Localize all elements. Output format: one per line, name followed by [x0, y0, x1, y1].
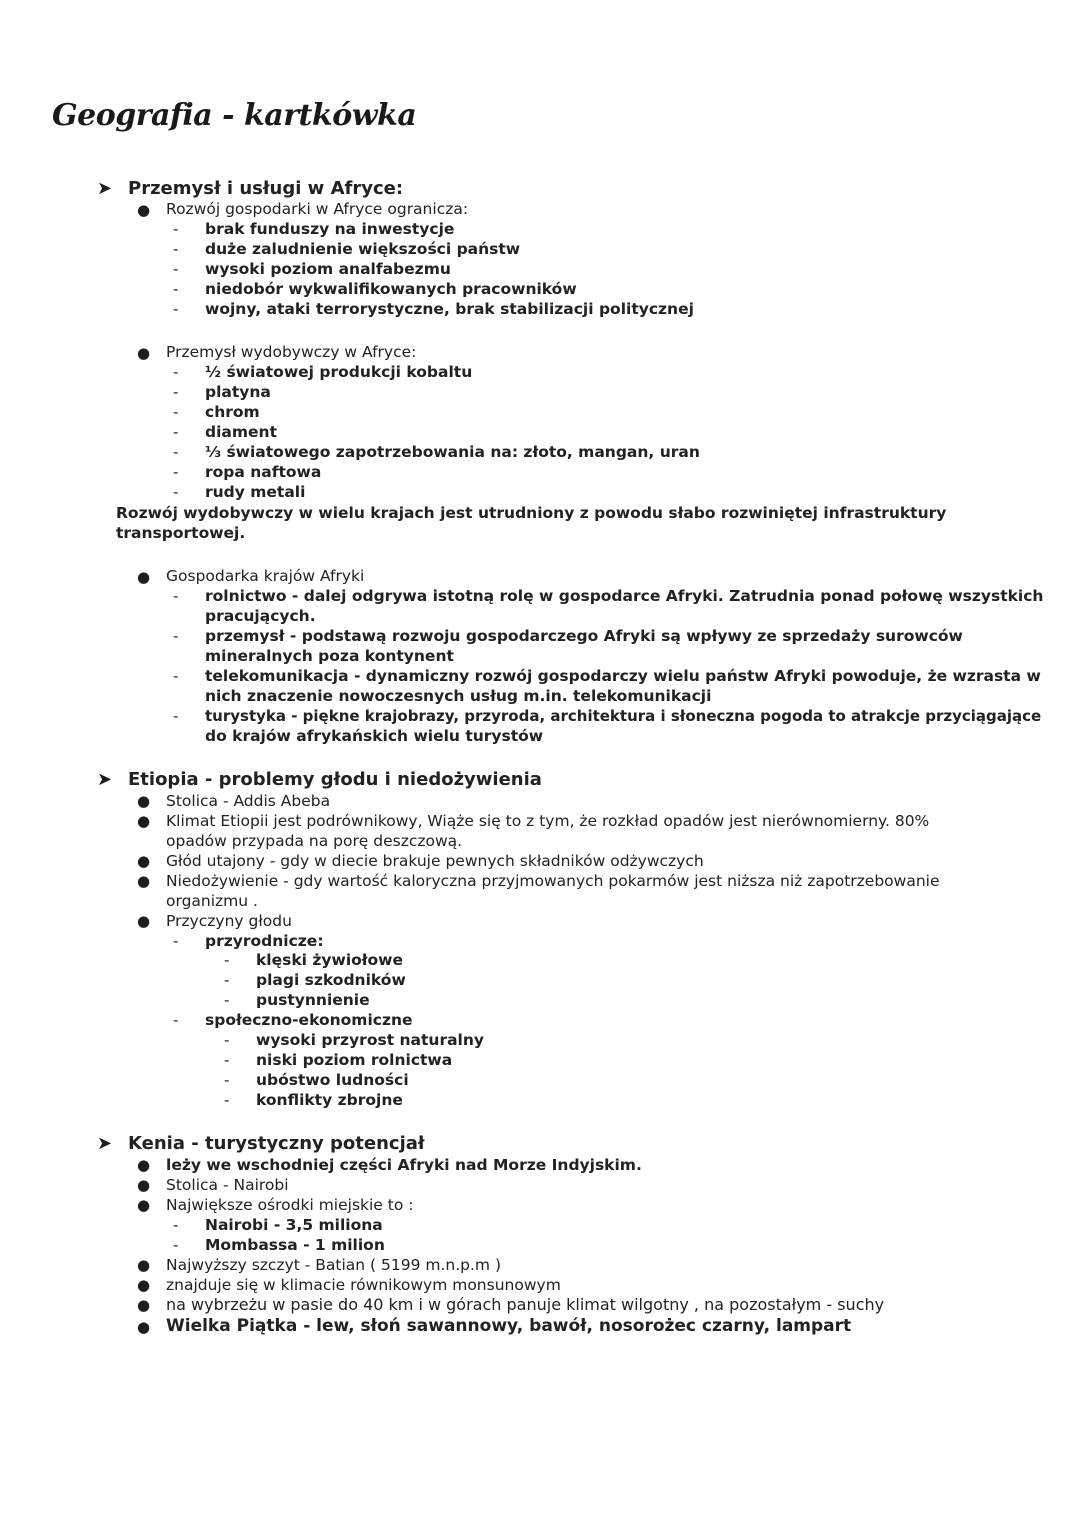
- list-item: platyna: [205, 383, 271, 401]
- list-item: chrom: [205, 403, 260, 421]
- list-item: diament: [205, 423, 277, 441]
- paragraph-line: transportowej.: [116, 524, 246, 542]
- dash-icon: -: [173, 667, 179, 685]
- list-item: niski poziom rolnictwa: [256, 1051, 453, 1069]
- list-item-continued: do krajów afrykańskich wielu turystów: [205, 727, 544, 745]
- list-lead: Rozwój gospodarki w Afryce ogranicza:: [166, 200, 469, 218]
- list-item: duże zaludnienie większości państw: [205, 240, 521, 258]
- section-heading-kenya: Kenia - turystyczny potencjał: [128, 1133, 425, 1154]
- list-item: wysoki przyrost naturalny: [256, 1031, 484, 1049]
- list-item: brak funduszy na inwestycje: [205, 220, 455, 238]
- list-item: rudy metali: [205, 483, 306, 501]
- list-item-continued: nich znaczenie nowoczesnych usług m.in. telekomunikacji: [205, 687, 712, 705]
- list-item: klęski żywiołowe: [256, 951, 404, 969]
- list-item: rolnictwo - dalej odgrywa istotną rolę w gospodarce Afryki. Zatrudnia ponad połowę wszystkich: [205, 587, 1044, 605]
- bullet-icon: ●: [137, 872, 151, 890]
- dash-icon: -: [224, 1031, 230, 1049]
- list-item: ⅓ światowego zapotrzebowania na: złoto, mangan, uran: [205, 443, 700, 461]
- list-item: Klimat Etiopii jest podrównikowy, Wiąże się to z tym, że rozkład opadów jest nierównomierny. 80%: [166, 812, 930, 830]
- dash-icon: -: [173, 483, 179, 501]
- list-item: Stolica - Addis Abeba: [166, 792, 331, 810]
- bullet-icon: ●: [137, 201, 151, 219]
- section-heading-industry: Przemysł i usługi w Afryce:: [128, 178, 404, 199]
- list-item: przyrodnicze:: [205, 932, 324, 950]
- dash-icon: -: [224, 971, 230, 989]
- dash-icon: -: [224, 1051, 230, 1069]
- list-item: wysoki poziom analfabezmu: [205, 260, 451, 278]
- list-item: niedobór wykwalifikowanych pracowników: [205, 280, 577, 298]
- list-item: społeczno-ekonomiczne: [205, 1011, 413, 1029]
- dash-icon: -: [224, 991, 230, 1009]
- paragraph-line: Rozwój wydobywczy w wielu krajach jest utrudniony z powodu słabo rozwiniętej infrastruktury: [116, 504, 947, 522]
- dash-icon: -: [173, 463, 179, 481]
- dash-icon: -: [173, 443, 179, 461]
- list-item: Niedożywienie - gdy wartość kaloryczna przyjmowanych pokarmów jest niższa niż zapotrzebowanie: [166, 872, 940, 890]
- dash-icon: -: [224, 1091, 230, 1109]
- list-item: Wielka Piątka - lew, słoń sawannowy, bawół, nosorożec czarny, lampart: [166, 1316, 852, 1336]
- bullet-icon: ●: [137, 1176, 151, 1194]
- list-item: ½ światowej produkcji kobaltu: [205, 363, 473, 381]
- list-item: przemysł - podstawą rozwoju gospodarczego Afryki są wpływy ze sprzedaży surowców: [205, 627, 963, 645]
- dash-icon: -: [173, 280, 179, 298]
- list-lead: Gospodarka krajów Afryki: [166, 567, 365, 585]
- dash-icon: -: [173, 383, 179, 401]
- bullet-icon: ●: [137, 1296, 151, 1314]
- dash-icon: -: [173, 587, 179, 605]
- list-item: wojny, ataki terrorystyczne, brak stabilizacji politycznej: [205, 300, 694, 318]
- list-item-continued: mineralnych poza kontynent: [205, 647, 454, 665]
- list-item: plagi szkodników: [256, 971, 406, 989]
- list-lead: Przemysł wydobywczy w Afryce:: [166, 343, 417, 361]
- list-item: telekomunikacja - dynamiczny rozwój gospodarczy wielu państw Afryki powoduje, że wzrasta w: [205, 667, 1041, 685]
- list-item-continued: organizmu .: [166, 892, 258, 910]
- list-item: Głód utajony - gdy w diecie brakuje pewnych składników odżywczych: [166, 852, 704, 870]
- bullet-icon: ●: [137, 1276, 151, 1294]
- bullet-icon: ●: [137, 812, 151, 830]
- list-item: Stolica - Nairobi: [166, 1176, 289, 1194]
- bullet-icon: ●: [137, 1196, 151, 1214]
- list-item: ubóstwo ludności: [256, 1071, 409, 1089]
- arrow-marker-icon: ➤: [97, 1133, 113, 1154]
- dash-icon: -: [173, 707, 179, 725]
- list-item: turystyka - piękne krajobrazy, przyroda, architektura i słoneczna pogoda to atrakcje przyciągające: [205, 707, 1042, 725]
- arrow-marker-icon: ➤: [97, 178, 113, 199]
- list-item: na wybrzeżu w pasie do 40 km i w górach panuje klimat wilgotny , na pozostałym - suchy: [166, 1295, 885, 1314]
- arrow-marker-icon: ➤: [97, 769, 113, 790]
- bullet-icon: ●: [137, 792, 151, 810]
- dash-icon: -: [173, 240, 179, 258]
- bullet-icon: ●: [137, 344, 151, 362]
- dash-icon: -: [173, 1236, 179, 1254]
- list-item: Nairobi - 3,5 miliona: [205, 1216, 383, 1234]
- dash-icon: -: [224, 951, 230, 969]
- list-item: konflikty zbrojne: [256, 1091, 403, 1109]
- page-title: Geografia - kartkówka: [52, 98, 417, 133]
- dash-icon: -: [173, 220, 179, 238]
- list-item: ropa naftowa: [205, 463, 322, 481]
- list-item-continued: opadów przypada na porę deszczową.: [166, 832, 463, 850]
- list-item: leży we wschodniej części Afryki nad Morze Indyjskim.: [166, 1156, 642, 1174]
- dash-icon: -: [173, 363, 179, 381]
- dash-icon: -: [173, 1011, 179, 1029]
- list-item: Najwyższy szczyt - Batian ( 5199 m.n.p.m ): [166, 1256, 501, 1274]
- dash-icon: -: [173, 1216, 179, 1234]
- list-item: Mombassa - 1 milion: [205, 1236, 385, 1254]
- bullet-icon: ●: [137, 568, 151, 586]
- dash-icon: -: [173, 300, 179, 318]
- dash-icon: -: [173, 403, 179, 421]
- list-item: Największe ośrodki miejskie to :: [166, 1196, 414, 1214]
- bullet-icon: ●: [137, 1256, 151, 1274]
- list-item: pustynnienie: [256, 991, 370, 1009]
- list-item: Przyczyny głodu: [166, 912, 292, 930]
- list-item-continued: pracujących.: [205, 607, 316, 625]
- bullet-icon: ●: [137, 1318, 151, 1336]
- bullet-icon: ●: [137, 852, 151, 870]
- bullet-icon: ●: [137, 912, 151, 930]
- bullet-icon: ●: [137, 1156, 151, 1174]
- list-item: znajduje się w klimacie równikowym monsunowym: [166, 1276, 561, 1294]
- dash-icon: -: [173, 423, 179, 441]
- dash-icon: -: [173, 260, 179, 278]
- dash-icon: -: [173, 627, 179, 645]
- dash-icon: -: [224, 1071, 230, 1089]
- dash-icon: -: [173, 932, 179, 950]
- section-heading-ethiopia: Etiopia - problemy głodu i niedożywienia: [128, 769, 542, 790]
